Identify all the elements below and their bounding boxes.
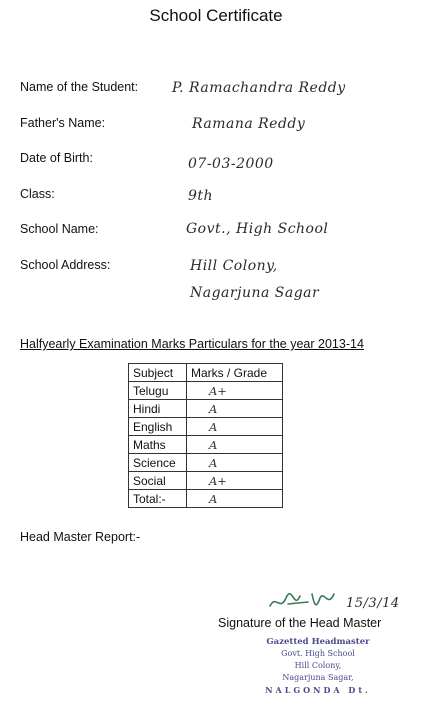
grade-cell: A (187, 400, 283, 418)
grade-cell: A (187, 418, 283, 436)
dob-label: Date of Birth: (20, 151, 93, 165)
marks-table (128, 363, 283, 508)
student-name-value: P. Ramachandra Reddy (172, 80, 346, 96)
table-row (129, 418, 283, 436)
stamp-line-title: Gazetted Headmaster (266, 637, 370, 647)
grade-cell: A (187, 490, 283, 508)
class-label: Class: (20, 187, 55, 201)
stamp-line-district: NALGONDA Dt. (265, 685, 371, 695)
school-name-value: Govt., High School (186, 221, 329, 237)
school-address-line1: Hill Colony, (190, 258, 278, 274)
signature-label: Signature of the Head Master (218, 616, 382, 630)
stamp-line-school: Govt. High School (281, 649, 355, 658)
class-value: 9th (188, 188, 214, 204)
table-row (129, 490, 283, 508)
subject-cell: English (129, 418, 187, 436)
table-row (129, 382, 283, 400)
grade-cell: A+ (187, 382, 283, 400)
certificate-title: School Certificate (149, 6, 283, 25)
dob-value: 07-03-2000 (188, 156, 274, 172)
table-row (129, 454, 283, 472)
signature-scribble (268, 586, 348, 616)
student-name-label: Name of the Student: (20, 80, 139, 94)
school-address-label: School Address: (20, 258, 111, 272)
headmaster-stamp (248, 636, 388, 696)
subject-cell: Science (129, 454, 187, 472)
marks-header-row (129, 364, 283, 382)
grade-cell: A (187, 436, 283, 454)
table-row (129, 400, 283, 418)
marks-heading: Halfyearly Examination Marks Particulars for the year 2013-14 (20, 337, 364, 351)
stamp-line-colony: Hill Colony, (294, 661, 342, 670)
grade-cell: A+ (187, 472, 283, 490)
grade-cell: A (187, 454, 283, 472)
table-row (129, 472, 283, 490)
school-name-label: School Name: (20, 222, 99, 236)
subject-cell: Hindi (129, 400, 187, 418)
father-name-value: Ramana Reddy (192, 116, 306, 132)
school-address-line2: Nagarjuna Sagar (190, 285, 320, 301)
signature-date: 15/3/14 (346, 596, 400, 611)
subject-column-header: Subject (129, 364, 187, 382)
head-master-report-label: Head Master Report:- (20, 530, 141, 544)
grade-column-header: Marks / Grade (187, 364, 283, 382)
subject-cell: Total:- (129, 490, 187, 508)
father-name-label: Father's Name: (20, 116, 106, 130)
subject-cell: Social (129, 472, 187, 490)
stamp-line-town: Nagarjuna Sagar, (282, 673, 354, 682)
subject-cell: Maths (129, 436, 187, 454)
subject-cell: Telugu (129, 382, 187, 400)
table-row (129, 436, 283, 454)
